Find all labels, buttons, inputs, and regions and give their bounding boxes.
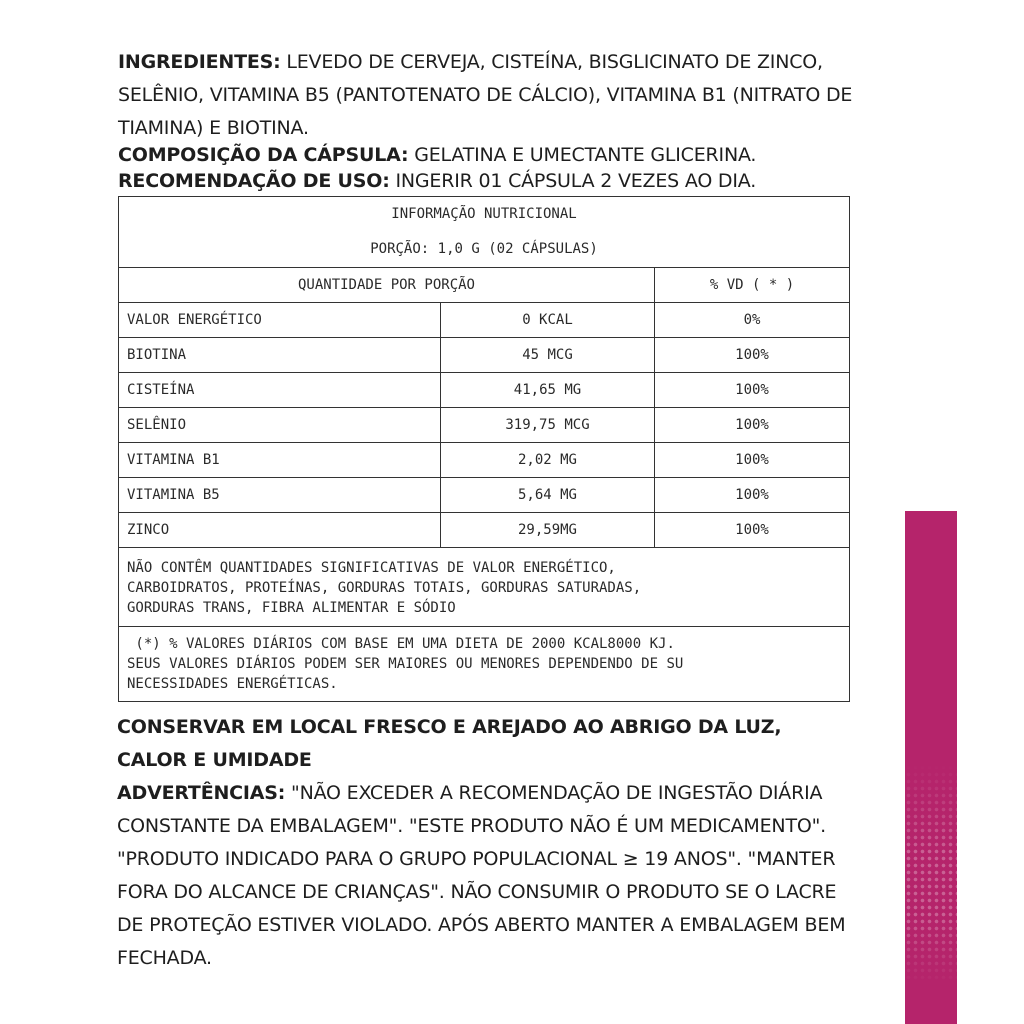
nutrient-vd: 0% — [655, 303, 850, 338]
nutrient-name: ZINCO — [119, 513, 441, 548]
nutrition-title-cell — [119, 197, 850, 268]
nutrition-footnote-row — [119, 627, 850, 702]
nutrient-vd: 100% — [655, 338, 850, 373]
nutrition-title-row — [119, 197, 850, 268]
nutrient-name: VALOR ENERGÉTICO — [119, 303, 441, 338]
header-vd: % VD ( * ) — [655, 268, 850, 303]
table-row — [119, 478, 850, 513]
nutrition-note — [119, 548, 850, 627]
table-row — [119, 338, 850, 373]
nutrient-name: CISTEÍNA — [119, 373, 441, 408]
footnote-line: SEUS VALORES DIÁRIOS PODEM SER MAIORES OU MENORES DEPENDENDO DE SU — [127, 656, 684, 672]
table-row — [119, 513, 850, 548]
nutrient-vd: 100% — [655, 408, 850, 443]
note-line: GORDURAS TRANS, FIBRA ALIMENTAR E SÓDIO — [127, 600, 456, 616]
capsule-line — [118, 144, 756, 166]
ingredients-paragraph — [118, 46, 878, 145]
footnote-line: (*) % VALORES DIÁRIOS COM BASE EM UMA DIETA DE 2000 KCAL8000 KJ. — [127, 636, 675, 652]
usage-text: INGERIR 01 CÁPSULA 2 VEZES AO DIA. — [389, 170, 757, 192]
nutrient-vd: 100% — [655, 478, 850, 513]
table-row — [119, 443, 850, 478]
accent-bar — [905, 511, 957, 1024]
capsule-label: COMPOSIÇÃO DA CÁPSULA: — [118, 144, 409, 166]
nutrition-table — [118, 196, 850, 702]
nutrient-name: SELÊNIO — [119, 408, 441, 443]
nutrient-vd: 100% — [655, 513, 850, 548]
ingredients-label: INGREDIENTES: — [118, 51, 281, 73]
table-row — [119, 303, 850, 338]
note-line: CARBOIDRATOS, PROTEÍNAS, GORDURAS TOTAIS, GORDURAS SATURADAS, — [127, 580, 642, 596]
nutrient-vd: 100% — [655, 373, 850, 408]
nutrient-amount: 45 MCG — [441, 338, 655, 373]
note-line: NÃO CONTÊM QUANTIDADES SIGNIFICATIVAS DE VALOR ENERGÉTICO, — [127, 560, 616, 576]
usage-label: RECOMENDAÇÃO DE USO: — [118, 170, 390, 192]
header-quantity: QUANTIDADE POR PORÇÃO — [119, 268, 655, 303]
nutrition-portion: PORÇÃO: 1,0 G (02 CÁPSULAS) — [370, 240, 598, 257]
nutrition-title: INFORMAÇÃO NUTRICIONAL — [391, 205, 577, 222]
nutrient-vd: 100% — [655, 443, 850, 478]
nutrient-amount: 41,65 MG — [441, 373, 655, 408]
footnote-line: NECESSIDADES ENERGÉTICAS. — [127, 676, 338, 692]
storage-text: CALOR E UMIDADE — [117, 749, 312, 771]
storage-line-2 — [117, 749, 312, 771]
nutrition-footnote — [119, 627, 850, 702]
warnings-label: ADVERTÊNCIAS: — [117, 782, 286, 804]
warnings-text: "NÃO EXCEDER A RECOMENDAÇÃO DE INGESTÃO DIÁRIA CONSTANTE DA EMBALAGEM". "ESTE PRODUTO NÃO É UM MEDICAMENTO". "PRODUTO INDICADO PARA O GRUPO POPULACIONAL ≥ 19 ANOS". "MANTER FORA DO ALCANCE DE CRIANÇAS". NÃO CONSUMIR O PRODUTO SE O LACRE DE PROTEÇÃO ESTIVER VIOLADO. APÓS ABERTO MANTER A EMBALAGEM BEM FECHADA. — [117, 782, 846, 969]
nutrition-note-row — [119, 548, 850, 627]
table-row — [119, 408, 850, 443]
halftone-pattern — [905, 764, 957, 984]
nutrient-amount: 5,64 MG — [441, 478, 655, 513]
storage-line-1 — [117, 716, 781, 738]
nutrient-amount: 319,75 MCG — [441, 408, 655, 443]
nutrition-header-row — [119, 268, 850, 303]
ingredients-text: LEVEDO DE CERVEJA, CISTEÍNA, BISGLICINATO DE ZINCO, SELÊNIO, VITAMINA B5 (PANTOTENATO DE CÁLCIO), VITAMINA B1 (NITRATO DE TIAMINA) E BIOTINA. — [118, 51, 853, 139]
capsule-text: GELATINA E UMECTANTE GLICERINA. — [408, 144, 757, 166]
nutrient-amount: 0 KCAL — [441, 303, 655, 338]
usage-line — [118, 170, 756, 192]
nutrient-name: BIOTINA — [119, 338, 441, 373]
table-row — [119, 373, 850, 408]
storage-text: CONSERVAR EM LOCAL FRESCO E AREJADO AO ABRIGO DA LUZ, — [117, 716, 782, 738]
nutrient-amount: 29,59MG — [441, 513, 655, 548]
nutrient-name: VITAMINA B5 — [119, 478, 441, 513]
nutrient-amount: 2,02 MG — [441, 443, 655, 478]
nutrient-name: VITAMINA B1 — [119, 443, 441, 478]
warnings-paragraph — [117, 777, 857, 975]
